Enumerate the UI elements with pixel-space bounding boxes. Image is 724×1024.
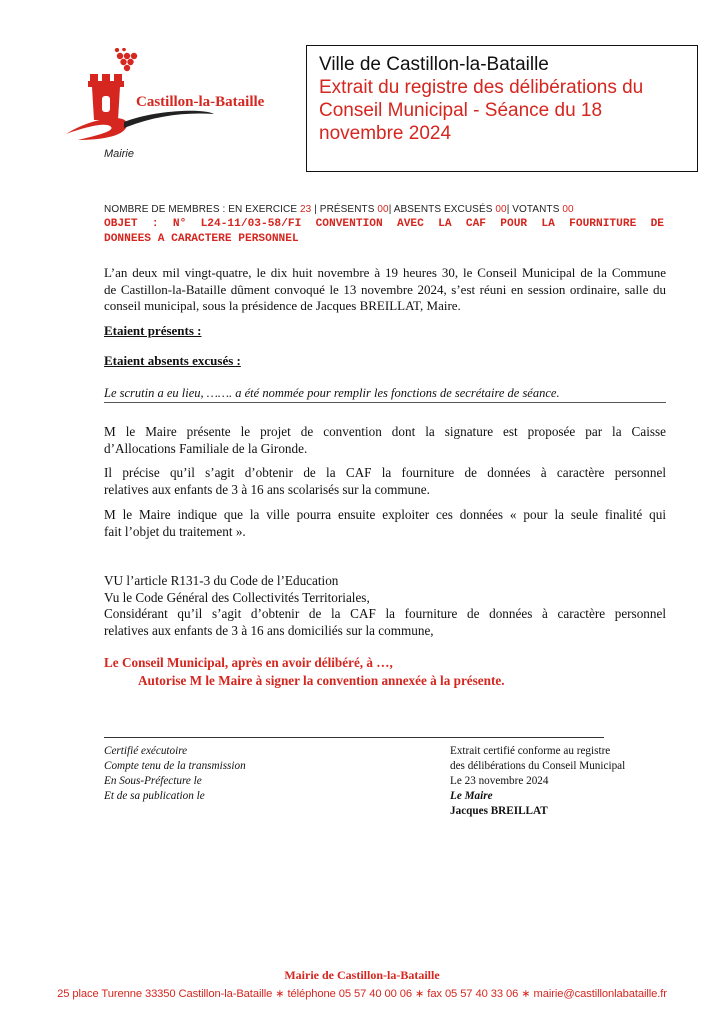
signature-block <box>450 744 625 819</box>
logo-subtitle: Mairie <box>104 148 134 160</box>
certif-line-3: En Sous-Préfecture le <box>104 775 202 787</box>
vu-line-2: Vu le Code Général des Collectivités Territoriales, <box>104 589 370 605</box>
count-presents: 00 <box>377 204 389 215</box>
paragraph-precision <box>104 464 666 498</box>
certification-block <box>104 744 246 804</box>
intro-line-1: L’an deux mil vingt-quatre, le dix huit novembre à 19 heures 30, le Conseil Municipal de la Commune <box>104 265 666 280</box>
certif-line-4: Et de sa publication le <box>104 790 205 802</box>
signatory-name: Jacques BREILLAT <box>450 805 548 817</box>
vu-line-4: relatives aux enfants de 3 à 16 ans domiciliés sur la commune, <box>104 622 434 638</box>
absents-heading: Etaient absents excusés : <box>104 353 241 368</box>
logo-name: Castillon-la-Bataille <box>136 94 265 110</box>
legal-references <box>104 573 666 639</box>
counts-label-votants: | VOTANTS <box>506 204 563 215</box>
intro-line-3: conseil municipal, sous la présidence de Jacques BREILLAT, Maire. <box>104 298 461 313</box>
decision-line-2: Autorise M le Maire à signer la convention annexée à la présente. <box>138 673 505 688</box>
title-city: Ville de Castillon-la-Bataille <box>319 54 549 75</box>
count-absents: 00 <box>495 204 507 215</box>
paragraph-exploitation <box>104 506 666 540</box>
signature-divider <box>104 737 604 738</box>
counts-label-members: NOMBRE DE MEMBRES : EN EXERCICE <box>104 204 301 215</box>
counts-label-presents: | PRÉSENTS <box>311 204 378 215</box>
object-line-1: OBJET : N° L24-11/03-58/FI CONVENTION AVEC LA CAF POUR LA FOURNITURE DE <box>104 218 664 230</box>
vu-line-1: VU l’article R131-3 du Code de l’Education <box>104 573 339 588</box>
count-votants: 00 <box>562 204 574 215</box>
extrait-line-2: des délibérations du Conseil Municipal <box>450 760 626 772</box>
vu-line-3: Considérant qu’il s’agit d’obtenir de la CAF la fourniture de données à caractère personnel <box>104 606 666 621</box>
title-line-4: novembre 2024 <box>319 123 452 144</box>
document-title-box <box>306 45 698 172</box>
member-counts <box>104 204 574 215</box>
deliberation-object <box>104 217 664 247</box>
p2-line-2: relatives aux enfants de 3 à 16 ans scolarisés sur la commune. <box>104 482 430 497</box>
certif-line-2: Compte tenu de la transmission <box>104 760 246 772</box>
p3-line-1: M le Maire indique que la ville pourra ensuite exploiter ces données « pour la seule finalité qui <box>104 507 666 522</box>
extrait-date: Le 23 novembre 2024 <box>450 775 549 787</box>
count-en-exercice: 23 <box>300 204 312 215</box>
footer-contact: 25 place Turenne 33350 Castillon-la-Bataille ∗ téléphone 05 57 40 00 06 ∗ fax 05 57 40 33 06 ∗ mairie@castillonlabataille.fr <box>57 988 667 1000</box>
session-intro <box>104 265 666 315</box>
p1-line-1: M le Maire présente le projet de convention dont la signature est proposée par la Caisse <box>104 424 666 439</box>
castillon-logo <box>64 48 284 168</box>
p1-line-2: d’Allocations Familiale de la Gironde. <box>104 441 308 456</box>
title-line-2: Extrait du registre des délibérations du <box>319 77 644 98</box>
p2-line-1: Il précise qu’il s’agit d’obtenir de la CAF la fourniture de données à caractère personnel <box>104 465 666 480</box>
title-line-3: Conseil Municipal - Séance du 18 <box>319 100 603 121</box>
divider <box>104 402 666 403</box>
counts-label-absents: | ABSENTS EXCUSÉS <box>388 204 496 215</box>
signatory-title: Le Maire <box>450 790 493 802</box>
intro-line-2: de Castillon-la-Bataille dûment convoqué le 13 novembre 2024, s’est réuni en session ordinaire, salle du <box>104 281 666 297</box>
presents-heading: Etaient présents : <box>104 323 202 338</box>
p3-line-2: fait l’objet du traitement ». <box>104 524 246 539</box>
certif-line-1: Certifié exécutoire <box>104 745 188 757</box>
footer-town-hall: Mairie de Castillon-la-Bataille <box>284 968 440 982</box>
paragraph-presentation <box>104 423 666 457</box>
decision-line-1: Le Conseil Municipal, après en avoir délibéré, à …, <box>104 655 393 670</box>
scrutin-note: Le scrutin a eu lieu, ……. a été nommée pour remplir les fonctions de secrétaire de séance. <box>104 386 560 400</box>
object-line-2: DONNEES A CARACTERE PERSONNEL <box>104 233 299 245</box>
extrait-line-1: Extrait certifié conforme au registre <box>450 745 611 757</box>
